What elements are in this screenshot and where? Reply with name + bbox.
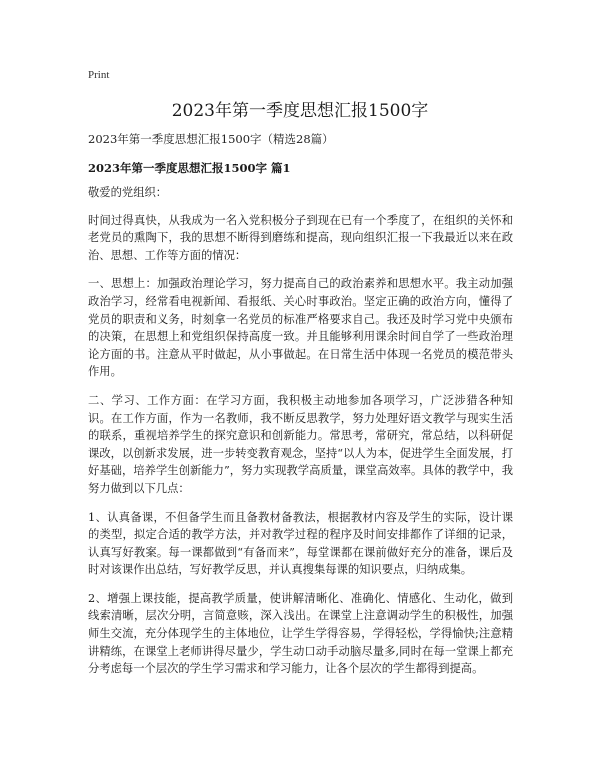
paragraph: 1、认真备课，不但备学生而且备教材备教法，根据教材内容及学生的实际，设计课的类型，拟定合适的教学方法，并对教学过程的程序及时间安排都作了详细的记录，认真写好教案。每一课都做到“有备而来”，每堂课都在课前做好充分的准备，课后及时对该课作出总结，写好教学反思，并认真搜集每课的知识要点，归纳成集。 [88, 510, 513, 577]
document-subtitle: 2023年第一季度思想汇报1500字（精选28篇） [88, 132, 334, 146]
salutation: 敬爱的党组织： [88, 186, 168, 199]
paragraph: 时间过得真快，从我成为一名入党积极分子到现在已有一个季度了，在组织的关怀和老党员的熏陶下，我的思想不断得到磨练和提高，现向组织汇报一下我最近以来在政治、思想、工作等方面的情况： [88, 213, 513, 262]
section-heading: 2023年第一季度思想汇报1500字 篇1 [88, 161, 291, 175]
paragraph: 2、增强上课技能，提高教学质量，使讲解清晰化、准确化、情感化、生动化，做到线索清晰，层次分明，言简意赅，深入浅出。在课堂上注意调动学生的积极性，加强师生交流，充分体现学生的主体地位，让学生学得容易，学得轻松，学得愉快;注意精讲精练，在课堂上老师讲得尽量少，学生动口动手动脑尽量多,同时在每一堂课上都充分考虑每一个层次的学生学习需求和学习能力，让各个层次的学生都得到提高。 [88, 591, 513, 676]
document-title: 2023年第一季度思想汇报1500字 [171, 101, 429, 121]
paragraph: 二、学习、工作方面：在学习方面，我积极主动地参加各项学习，广泛涉猎各种知识。在工作方面，作为一名教师，我不断反思教学，努力处理好语文教学与现实生活的联系，重视培养学生的探究意识和创新能力。常思考，常研究，常总结，以科研促课改，以创新求发展，进一步转变教育观念，坚持“以人为本，促进学生全面发展，打好基础，培养学生创新能力”，努力实现教学高质量，课堂高效率。具体的教学中，我努力做到以下几点： [88, 393, 513, 495]
document-body [88, 184, 513, 689]
print-link[interactable]: Print [88, 69, 110, 81]
paragraph: 一、思想上：加强政治理论学习，努力提高自己的政治素养和思想水平。我主动加强政治学习，经常看电视新闻、看报纸、关心时事政治。坚定正确的政治方向，懂得了党员的职责和义务，时刻拿一名党员的标准严格要求自己。我还及时学习党中央颁布的决策，在思想上和党组织保持高度一致。并且能够利用课余时间自学了一些政治理论方面的书。注意从平时做起，从小事做起。在日常生活中体现一名党员的模范带头作用。 [88, 277, 513, 379]
